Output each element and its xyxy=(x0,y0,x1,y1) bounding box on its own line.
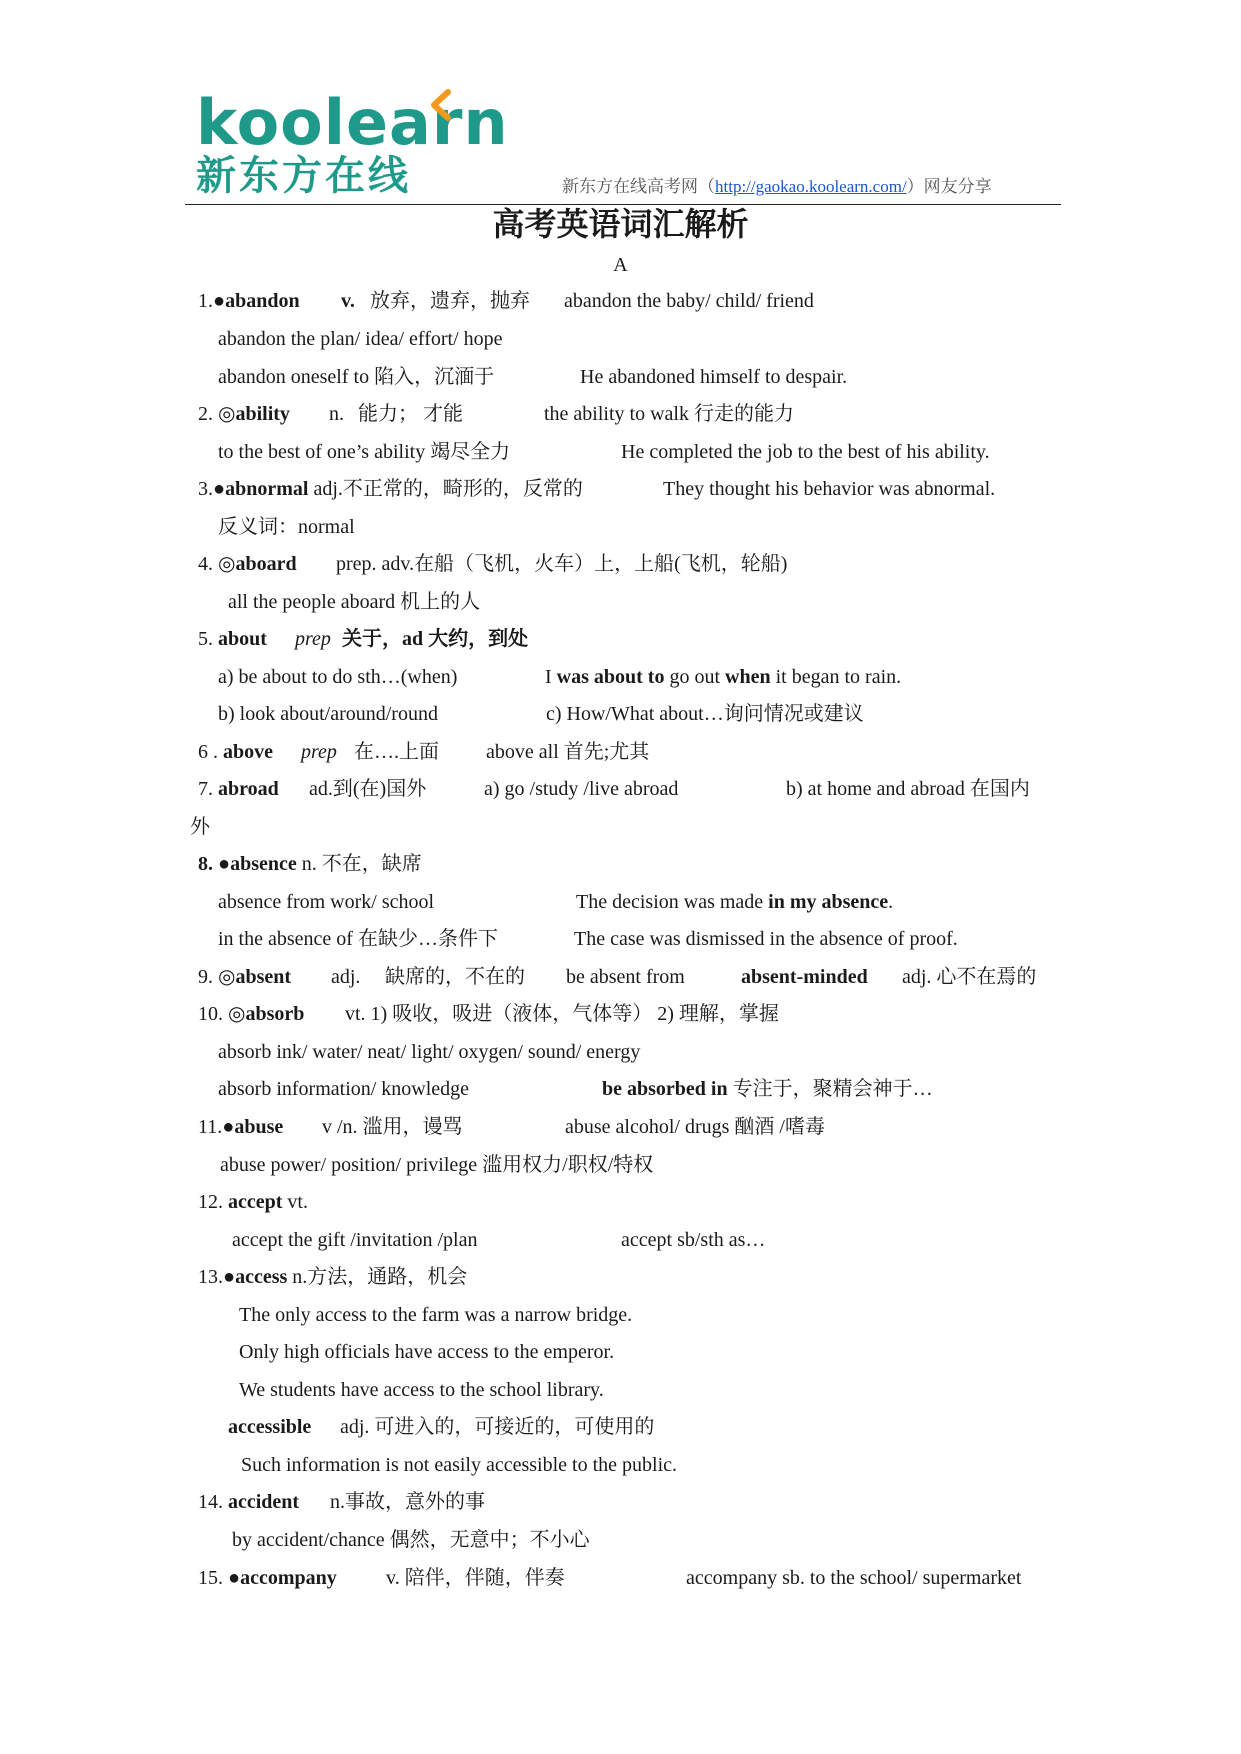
entry-line: Such information is not easily accessible to the public. xyxy=(241,1454,678,1476)
entry-line: The only access to the farm was a narrow bridge. xyxy=(239,1304,633,1326)
entry-number: 3.● xyxy=(198,478,226,500)
entry-number: 8. xyxy=(198,853,213,875)
entry-number: 9. ◎ xyxy=(198,966,236,988)
entry-example: He abandoned himself to despair. xyxy=(580,366,848,388)
entry-meaning: 专注于，聚精会神于… xyxy=(727,1078,933,1100)
section-letter: A xyxy=(613,254,628,276)
entry-example: . xyxy=(888,891,894,913)
entry-example: a) go /study /live abroad xyxy=(484,778,679,800)
entry-example: the ability to walk 行走的能力 xyxy=(544,403,794,425)
entry-meaning: vt. 1) 吸收，吸进（液体，气体等） 2) 理解，掌握 xyxy=(345,1003,779,1025)
entry-pos: v. xyxy=(341,290,355,312)
entry-example: be absent from xyxy=(566,966,685,988)
site-attribution xyxy=(562,178,992,195)
entry-line: 外 xyxy=(190,816,210,838)
entry-example: it began to rain. xyxy=(770,666,902,688)
koolearn-logo: koolearn xyxy=(196,86,509,159)
attribution-suffix: ）网友分享 xyxy=(906,177,992,196)
entry-number: 7. xyxy=(198,778,213,800)
entry-word: absent xyxy=(235,966,292,988)
entry-number: 1.● xyxy=(198,290,226,312)
entry-line: abuse power/ position/ privilege 滥用权力/职权/特权 xyxy=(220,1154,654,1176)
entry-word: absorb xyxy=(245,1003,305,1025)
entry-number: 6 . xyxy=(198,741,218,763)
entry-word: accompany xyxy=(240,1567,337,1589)
entry-example: He completed the job to the best of his ability. xyxy=(621,441,990,463)
entry-example: The decision was made xyxy=(576,891,769,913)
entry-line: Only high officials have access to the emperor. xyxy=(239,1341,615,1363)
entry-number: 12. xyxy=(198,1191,223,1213)
entry-word: about xyxy=(218,628,267,650)
entry-phrase: a) be about to do sth…(when) xyxy=(218,666,458,688)
entry-phrase: abandon oneself to 陷入，沉湎于 xyxy=(218,366,495,388)
entry-meaning: v /n. 滥用，谩骂 xyxy=(322,1116,463,1138)
koolearn-logo-cn: 新东方在线 xyxy=(196,153,411,199)
entry-phrase: to the best of one’s ability 竭尽全力 xyxy=(218,441,511,463)
entry-phrase: accept the gift /invitation /plan xyxy=(232,1229,478,1251)
entry-example-bold: was about to xyxy=(556,666,665,688)
entry-number: 11.● xyxy=(198,1116,235,1138)
entry-number: 15. ● xyxy=(198,1567,241,1589)
entry-word: above xyxy=(223,741,273,763)
site-link[interactable]: http://gaokao.koolearn.com/ xyxy=(715,177,907,196)
entry-meaning: ad.到(在)国外 xyxy=(309,778,427,800)
entry-example: b) at home and abroad 在国内 xyxy=(786,778,1030,800)
entry-example-bold: in my absence xyxy=(768,891,889,913)
entry-number: 2. ◎ xyxy=(198,403,236,425)
page-title: 高考英语词汇解析 xyxy=(492,205,749,243)
entry-example: I xyxy=(545,666,557,688)
entry-word: abnormal xyxy=(225,478,309,500)
entry-line: We students have access to the school library. xyxy=(239,1379,604,1401)
entry-meaning: 关于，ad 大约，到处 xyxy=(342,628,529,650)
entry-word: abuse xyxy=(234,1116,284,1138)
entry-meaning: 在….上面 xyxy=(354,741,439,763)
entry-meaning: 缺席的，不在的 xyxy=(385,966,525,988)
entry-pos: adj. xyxy=(331,966,361,988)
entry-line: abandon the plan/ idea/ effort/ hope xyxy=(218,328,503,350)
entry-example: c) How/What about…询问情况或建议 xyxy=(546,703,864,725)
entry-meaning: adj. 心不在焉的 xyxy=(902,966,1037,988)
entry-pos: prep xyxy=(295,628,331,650)
entry-pos: vt. xyxy=(282,1191,308,1213)
entry-word: accept xyxy=(228,1191,283,1213)
entry-number: 13.● xyxy=(198,1266,236,1288)
entry-meaning: adj. 可进入的，可接近的，可使用的 xyxy=(340,1416,655,1438)
entry-word: absent-minded xyxy=(741,966,868,988)
entry-meaning: 放弃，遗弃，抛弃 xyxy=(370,290,530,312)
entry-example: They thought his behavior was abnormal. xyxy=(663,478,996,500)
entry-meaning: n.事故，意外的事 xyxy=(330,1491,485,1513)
entry-phrase: in the absence of 在缺少…条件下 xyxy=(218,928,498,950)
entry-example-bold: when xyxy=(725,666,771,688)
entry-meaning: v. 陪伴，伴随，伴奏 xyxy=(386,1567,565,1589)
entry-example: accompany sb. to the school/ supermarket xyxy=(686,1567,1022,1589)
entry-example: go out xyxy=(664,666,726,688)
entry-number: 5. xyxy=(198,628,213,650)
entry-phrase: absorb information/ knowledge xyxy=(218,1078,470,1100)
entry-word: abroad xyxy=(218,778,279,800)
entry-meaning: n.方法，通路，机会 xyxy=(287,1266,468,1288)
entry-word: ability xyxy=(235,403,290,425)
entry-phrase: b) look about/around/round xyxy=(218,703,438,725)
entry-phrase: absence from work/ school xyxy=(218,891,435,913)
entry-line: 反义词：normal xyxy=(218,516,355,538)
entry-line: by accident/chance 偶然，无意中；不小心 xyxy=(232,1529,590,1551)
entry-example: above all 首先;尤其 xyxy=(486,741,650,763)
entry-example: abandon the baby/ child/ friend xyxy=(564,290,814,312)
entry-word: access xyxy=(235,1266,288,1288)
entry-line: all the people aboard 机上的人 xyxy=(228,591,481,613)
entry-word: be absorbed in xyxy=(602,1078,728,1100)
entry-example: accept sb/sth as… xyxy=(621,1229,766,1251)
entry-number: 10. ◎ xyxy=(198,1003,246,1025)
attribution-prefix: 新东方在线高考网（ xyxy=(562,177,715,196)
entry-example: The case was dismissed in the absence of proof. xyxy=(574,928,958,950)
entry-word: accident xyxy=(228,1491,300,1513)
entry-example: abuse alcohol/ drugs 酗酒 /嗜毒 xyxy=(565,1116,825,1138)
entry-meaning: 能力； 才能 xyxy=(358,403,463,425)
entry-number: 14. xyxy=(198,1491,223,1513)
entry-number: 4. ◎ xyxy=(198,553,236,575)
entry-meaning: adj.不正常的，畸形的，反常的 xyxy=(308,478,583,500)
entry-meaning: n. 不在，缺席 xyxy=(296,853,422,875)
entry-meaning: prep. adv.在船（飞机，火车）上，上船(飞机，轮船) xyxy=(336,553,788,575)
entry-word: abandon xyxy=(225,290,300,312)
entry-line: absorb ink/ water/ neat/ light/ oxygen/ sound/ energy xyxy=(218,1041,641,1063)
chevron-logo-icon xyxy=(428,88,452,122)
entry-word: accessible xyxy=(228,1416,312,1438)
entry-word: absence xyxy=(230,853,297,875)
entry-pos: prep xyxy=(301,741,337,763)
entry-word: aboard xyxy=(235,553,297,575)
entry-pos: n. xyxy=(329,403,344,425)
